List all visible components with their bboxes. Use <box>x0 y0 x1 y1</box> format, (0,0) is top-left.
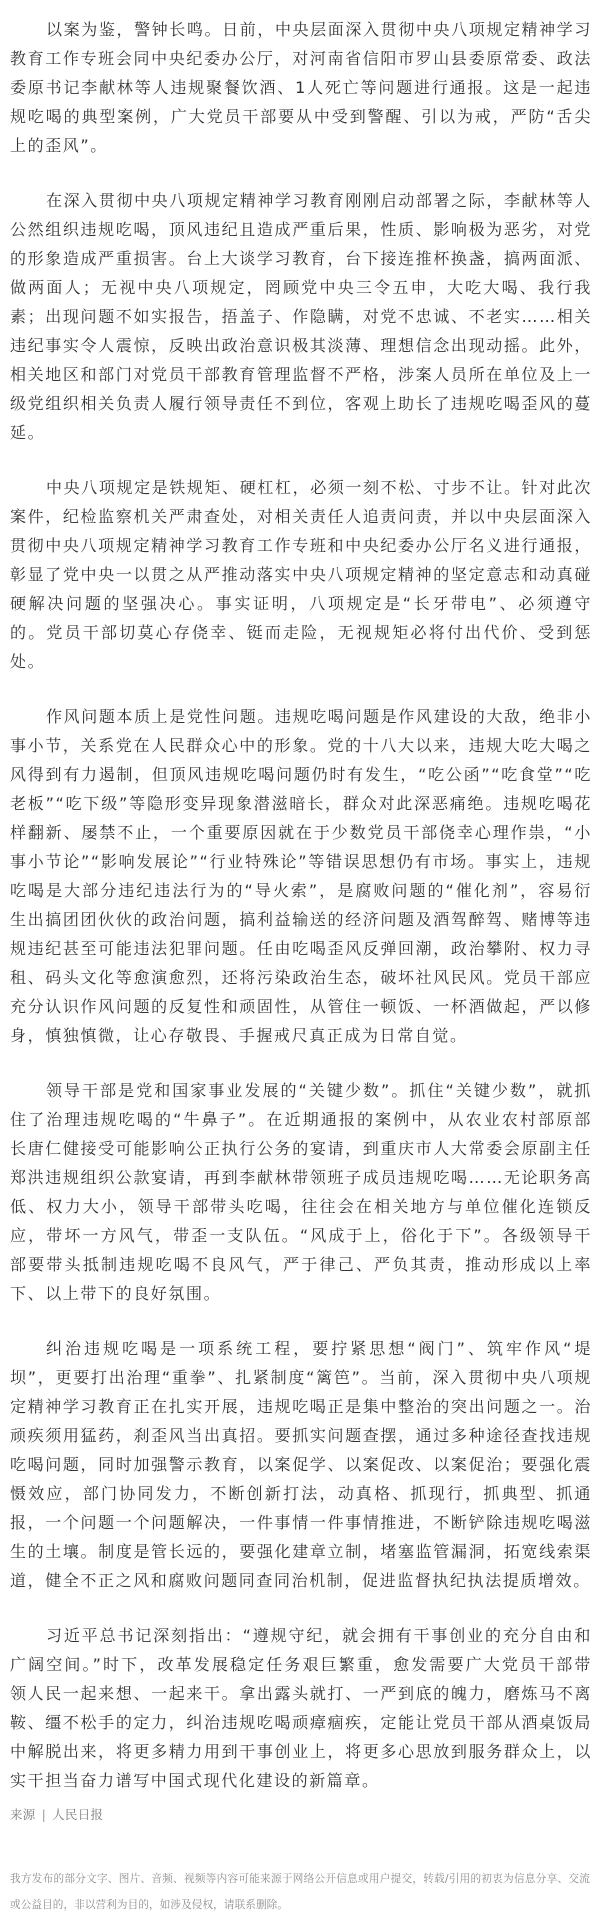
paragraph-5: 领导干部是党和国家事业发展的“关键少数”。抓住“关键少数”，就抓住了治理违规吃喝的“牛鼻子”。在近期通报的案例中，从农业农村部原部长唐仁健接受可能影响公正执行公务的宴请，到重庆市人大常委会原副主任郑洪违规组织公款宴请，再到李献林带领班子成员违规吃喝……无论职务高低、权力大小，领导干部带头吃喝，往往会在相关地方与单位催化连锁反应，带坏一方风气，带歪一支队伍。“风成于上，俗化于下”。各级领导干部要带头抵制违规吃喝不良风气，严于律己、严负其责，推动形成以上率下、以上带下的良好氛围。 <box>10 1081 592 1303</box>
paragraph-4: 作风问题本质上是党性问题。违规吃喝问题是作风建设的大敌，绝非小事小节，关系党在人民群众心中的形象。党的十八大以来，违规大吃大喝之风得到有力遏制，但顶风违规吃喝问题仍时有发生，“吃公函”“吃食堂”“吃老板”“吃下级”等隐形变异现象潜滋暗长，群众对此深恶痛绝。违规吃喝花样翻新、屡禁不止，一个重要原因就在于少数党员干部侥幸心理作祟，“小事小节论”“影响发展论”“行业特殊论”等错误思想仍有市场。事实上，违规吃喝是大部分违纪违法行为的“导火索”，是腐败问题的“催化剂”，容易衍生出搞团团伙伙的政治问题，搞利益输送的经济问题及酒驾醉驾、赌博等违规违纪甚至可能违法犯罪问题。任由吃喝歪风反弹回潮，政治攀附、权力寻租、码头文化等愈演愈烈，还将污染政治生态，破坏社风民风。党员干部应充分认识作风问题的反复性和顽固性，从管住一顿饭、一杯酒做起，严以修身，慎独慎微，让心存敬畏、手握戒尺真正成为日常自觉。 <box>10 707 592 1045</box>
paragraph-2: 在深入贯彻中央八项规定精神学习教育刚刚启动部署之际，李献林等人公然组织违规吃喝，顶风违纪且造成严重后果，性质、影响极为恶劣，对党的形象造成严重损害。台上大谈学习教育，台下接连推杯换盏，搞两面派、做两面人；无视中央八项规定，罔顾党中央三令五申，大吃大喝、我行我素；出现问题不如实报告，捂盖子、作隐瞒，对党不忠诚、不老实……相关违纪事实令人震惊，反映出政治意识极其淡薄、理想信念出现动摇。此外，相关地区和部门对党员干部教育管理监督不严格，涉案人员所在单位及上一级党组织相关负责人履行领导责任不到位，客观上助长了违规吃喝歪风的蔓延。 <box>10 191 592 442</box>
paragraph-1: 以案为鉴，警钟长鸣。日前，中央层面深入贯彻中央八项规定精神学习教育工作专班会同中央纪委办公厅，对河南省信阳市罗山县委原常委、政法委原书记李献林等人违规聚餐饮酒、1人死亡等问题进行通报。这是一起违规吃喝的典型案例，广大党员干部要从中受到警醒、引以为戒，严防“舌尖上的歪风”。 <box>10 20 592 155</box>
article-body <box>10 15 592 1821</box>
copyright-disclaimer: 我方发布的部分文字、图片、音频、视频等内容可能来源于网络公开信息或用户提交，转载/引用的初衷为信息分享、交流或公益目的，非以营利为目的，如涉及侵权，请联系删除。 <box>10 1873 590 1911</box>
source-line <box>10 1806 103 1824</box>
paragraph-7: 习近平总书记深刻指出：“遵规守纪，就会拥有干事创业的充分自由和广阔空间。”时下，改革发展稳定任务艰巨繁重，愈发需要广大党员干部带领人民一起来想、一起来干。拿出露头就打、一严到底的魄力，磨炼马不离鞍、缰不松手的定力，纠治违规吃喝顽瘴痼疾，定能让党员干部从酒桌饭局中解脱出来，将更多精力用到干事创业上，将更多心思放到服务群众上，以实干担当奋力谱写中国式现代化建设的新篇章。 <box>10 1626 592 1790</box>
paragraph-3: 中央八项规定是铁规矩、硬杠杠，必须一刻不松、寸步不让。针对此次案件，纪检监察机关严肃查处，对相关责任人追责问责，并以中央层面深入贯彻中央八项规定精神学习教育工作专班和中央纪委办公厅名义进行通报，彰显了党中央一以贯之从严推动落实中央八项规定精神的坚定意志和动真碰硬解决问题的坚强决心。事实证明，八项规定是“长牙带电”、必须遵守的。党员干部切莫心存侥幸、铤而走险，无视规矩必将付出代价、受到惩处。 <box>10 478 592 671</box>
source-value: 人民日报 <box>52 1807 104 1822</box>
source-label: 来源 <box>10 1807 36 1822</box>
source-separator: | <box>41 1807 47 1822</box>
paragraph-6: 纠治违规吃喝是一项系统工程，要拧紧思想“阀门”、筑牢作风“堤坝”，更要打出治理“重拳”、扎紧制度“篱笆”。当前，深入贯彻中央八项规定精神学习教育正在扎实开展，违规吃喝正是集中整治的突出问题之一。治顽疾须用猛药，刹歪风当出真招。要抓实问题查摆，通过多种途径查找违规吃喝问题，同时加强警示教育，以案促学、以案促改、以案促治；要强化震慑效应，部门协同发力，不断创新打法，动真格、抓现行，抓典型、抓通报，一个问题一个问题解决，一件事情一件事情推进，不断铲除违规吃喝滋生的土壤。制度是管长远的，要强化建章立制，堵塞监管漏洞，拓宽线索渠道，健全不正之风和腐败问题同查同治机制，促进监督执纪执法提质增效。 <box>10 1339 592 1590</box>
